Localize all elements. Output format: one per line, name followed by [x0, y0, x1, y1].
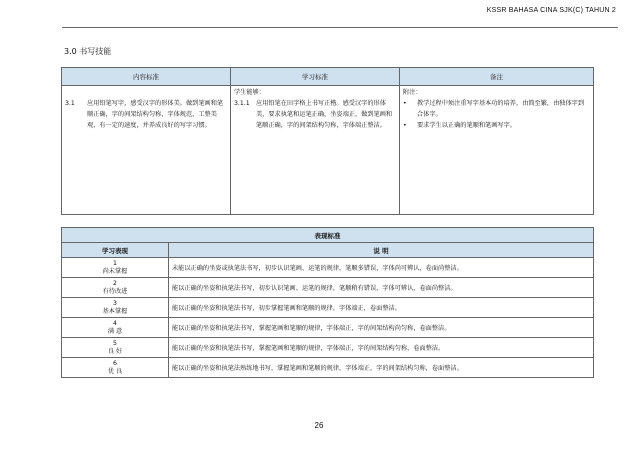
note-item	[403, 120, 590, 131]
level-number: 6	[113, 359, 117, 367]
performance-level	[62, 318, 169, 338]
table-row	[62, 258, 594, 278]
running-header: KSSR BAHASA CINA SJK(C) TAHUN 2	[486, 7, 616, 14]
table-row	[62, 338, 594, 358]
level-number: 2	[113, 279, 117, 287]
section-title: 3.0 书写技能	[64, 47, 112, 56]
performance-level	[62, 278, 169, 298]
performance-standards-title: 表现标准	[62, 228, 594, 243]
level-label: 优 良	[107, 367, 123, 375]
description-header: 说 明	[169, 243, 594, 258]
learning-standard-text: 应用铅笔在田字格上书写正楷。感受汉字的形体美，要求执笔和运笔正确，坐姿端正，做到笔画和笔顺正确，字的间架结构匀称，字体端正整洁。	[256, 100, 393, 129]
notes-cell	[400, 86, 594, 215]
content-standard-header: 内容标准	[62, 68, 231, 86]
level-label: 满 意	[107, 327, 123, 335]
level-description: 能以正确的坐姿和执笔法书写，掌握笔画和笔顺的规律，字体端正，字的间架结构匀称，卷面整洁。	[169, 338, 594, 358]
learning-standard-intro: 学生能够：	[234, 89, 265, 96]
level-number: 4	[113, 319, 117, 327]
note-text: 要求学生以正确的笔顺和笔画写字。	[417, 122, 516, 129]
learning-standard-header: 学习标准	[231, 68, 400, 86]
notes-title: 附注：	[403, 89, 422, 96]
table-row	[62, 358, 594, 378]
performance-level-header: 学习表现	[62, 243, 169, 258]
learning-standard-cell	[231, 86, 400, 215]
level-label: 基本掌握	[102, 307, 128, 315]
level-number: 5	[113, 339, 117, 347]
content-standard-number: 3.1	[65, 100, 75, 107]
content-standard-cell	[62, 86, 231, 215]
header-rule	[62, 27, 618, 28]
table-row	[62, 278, 594, 298]
performance-standards-table	[61, 227, 594, 378]
performance-level	[62, 258, 169, 278]
level-description: 能以正确的坐姿和执笔法熟练地书写，掌握笔画和笔顺的规律，字体端正，字的间架结构匀称，卷面整洁。	[169, 358, 594, 378]
note-bullet: •	[403, 122, 407, 129]
note-bullet: •	[403, 100, 407, 107]
performance-level	[62, 298, 169, 318]
level-number: 3	[113, 299, 117, 307]
notes-header: 备注	[400, 68, 594, 86]
table-row	[62, 298, 594, 318]
performance-level	[62, 338, 169, 358]
note-item	[403, 98, 590, 120]
table-row	[62, 318, 594, 338]
level-number: 1	[113, 259, 117, 267]
performance-level	[62, 358, 169, 378]
level-label: 良 好	[107, 347, 123, 355]
level-label: 有待改进	[102, 287, 128, 295]
note-text: 教学过程中须注重写字基本功的培养，由简至繁，由独体字到合体字。	[417, 100, 585, 118]
level-description: 能以正确的坐姿和执笔法书写，初步认识笔画、运笔的规律，笔顺稍有错误，字体可辨认，卷面尚整洁。	[169, 278, 594, 298]
level-description: 未能以正确的坐姿或执笔法书写，初步认识笔画、运笔的规律，笔顺多错误，字体尚可辨认，卷面尚整洁。	[169, 258, 594, 278]
page-number: 26	[314, 421, 324, 430]
level-label: 尚未掌握	[102, 267, 128, 275]
content-standard-text: 应用铅笔写字，感受汉字的形体美。做到笔画和笔顺正确，字的间架结构匀称，字体规范，工整美观，有一定的速度，并养成良好的写字习惯。	[87, 100, 224, 129]
standards-table	[61, 67, 594, 215]
level-description: 能以正确的坐姿和执笔法书写，掌握笔画和笔顺的规律，字体端正，字的间架结构尚匀称，卷面整洁。	[169, 318, 594, 338]
level-description: 能以正确的坐姿和执笔法书写，初步掌握笔画和笔顺的规律，字体端正，卷面整洁。	[169, 298, 594, 318]
learning-standard-number: 3.1.1	[234, 100, 250, 107]
